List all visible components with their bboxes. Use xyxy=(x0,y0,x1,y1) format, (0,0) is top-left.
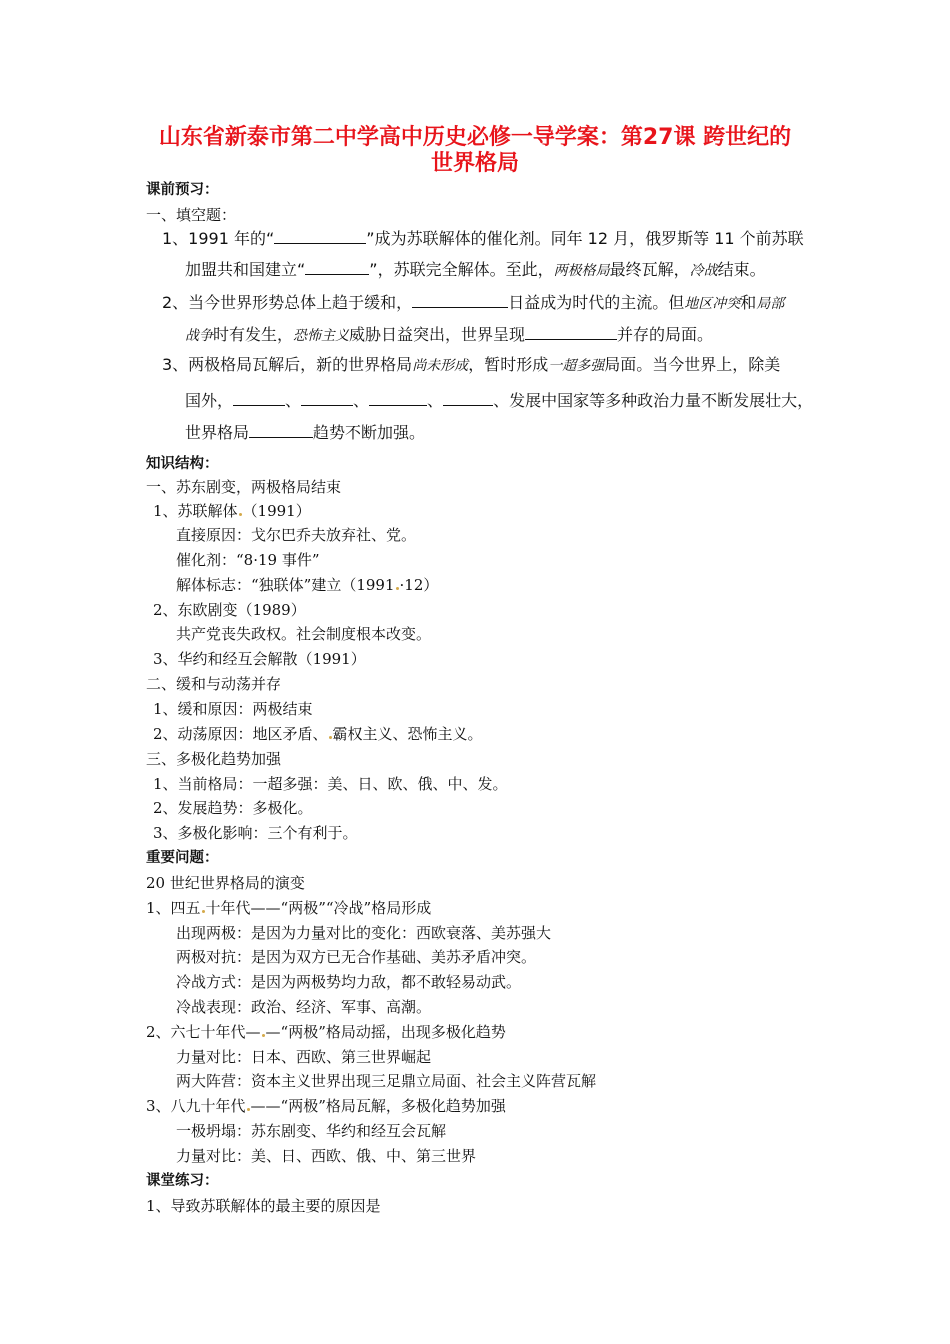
section-heading-structure: 知识结构： xyxy=(146,456,219,472)
answer-blank[interactable] xyxy=(412,290,508,308)
mark-dot xyxy=(247,1108,250,1111)
fill-question-3-line-3 xyxy=(185,420,425,444)
issues-detail: 两大阵营：资本主义世界出现三足鼎立局面、社会主义阵营瓦解 xyxy=(176,1072,597,1090)
fill-question-3-line-1 xyxy=(162,354,780,377)
q1-text-b: ”成为苏联解体的催化剂。同年 12 月，俄罗斯等 11 个前苏联 xyxy=(366,229,804,248)
outline-detail: 直接原因：戈尔巴乔夫放弃社、党。 xyxy=(176,526,417,544)
outline-item: 2、动荡原因：地区矛盾、 霸权主义、恐怖主义。 xyxy=(153,725,483,743)
q2-text-d: 和 xyxy=(740,293,757,312)
q2-text-j: 并存的局面。 xyxy=(617,325,714,344)
outline-item: 3、华约和经互会解散（1991） xyxy=(153,650,366,668)
outline-item: 2、东欧剧变（1989） xyxy=(153,601,306,619)
answer-blank[interactable] xyxy=(525,322,617,340)
answer-blank[interactable] xyxy=(233,388,285,406)
document-title-line-1: 山东省新泰市第二中学高中历史必修一导学案：第27课 跨世纪的 xyxy=(158,125,792,150)
fill-question-2-line-1 xyxy=(162,290,784,315)
fill-question-1-line-2 xyxy=(185,257,766,282)
issues-detail: 力量对比：日本、西欧、第三世界崛起 xyxy=(176,1048,432,1066)
outline-heading: 一、苏东剧变，两极格局结束 xyxy=(146,478,342,496)
q1-text-d: ”，苏联完全解体。至此， xyxy=(369,260,554,279)
outline-item: 1、当前格局：一超多强：美、日、欧、俄、中、发。 xyxy=(153,775,508,793)
q2-text-g: 时有发生， xyxy=(213,325,294,344)
handwritten-answer: 地区冲突 xyxy=(684,296,741,312)
outline-item: 2、发展趋势：多极化。 xyxy=(153,799,313,817)
practice-question-1: 1、导致苏联解体的最主要的原因是 xyxy=(146,1197,381,1215)
section-heading-practice: 课堂练习： xyxy=(146,1173,219,1189)
outline-detail: 解体标志：“独联体”建立（1991 ·12） xyxy=(176,576,439,594)
mark-dot xyxy=(202,910,205,913)
handwritten-answer: 局部 xyxy=(756,296,785,312)
issues-topic: 20 世纪世界格局的演变 xyxy=(146,874,305,892)
handwritten-answer: 冷战 xyxy=(689,263,718,279)
document-title-line-2: 世界格局 xyxy=(430,151,519,176)
issues-item: 2、六七十年代— —“两极”格局动摇，出现多极化趋势 xyxy=(146,1023,506,1041)
issues-detail: 一极坍塌：苏东剧变、华约和经互会瓦解 xyxy=(176,1122,447,1140)
fill-question-2-line-2 xyxy=(185,322,713,347)
q3-text-h: 世界格局 xyxy=(185,423,250,442)
answer-blank[interactable] xyxy=(305,257,369,275)
outline-detail: 共产党丧失政权。社会制度根本改变。 xyxy=(176,625,432,643)
answer-blank[interactable] xyxy=(301,388,353,406)
fill-question-1-line-1 xyxy=(162,226,804,250)
mark-dot xyxy=(239,513,242,516)
handwritten-answer: 两极格局 xyxy=(553,263,610,279)
section-heading-issues: 重要问题： xyxy=(146,850,219,866)
issues-detail: 两极对抗：是因为双方已无合作基础、美苏矛盾冲突。 xyxy=(176,948,537,966)
q2-text-i: 威胁日益突出，世界呈现 xyxy=(349,325,526,344)
q3-text-f: 国外， xyxy=(185,391,234,410)
issues-detail: 出现两极：是因为力量对比的变化：西欧衰落、美苏强大 xyxy=(176,924,552,942)
handwritten-answer: 战争 xyxy=(185,328,213,344)
q1-text-f: 最终瓦解， xyxy=(609,260,690,279)
handwritten-answer: 尚未形成 xyxy=(412,358,469,374)
answer-blank[interactable] xyxy=(274,226,366,244)
q3-text-c: ，暂时形成 xyxy=(468,355,549,374)
q3-text-e: 局面。当今世界上，除美 xyxy=(604,355,781,374)
separator: 、 xyxy=(285,391,302,410)
handwritten-answer: 恐怖主义 xyxy=(293,328,350,344)
issues-detail: 冷战方式：是因为两极势均力敌，都不敢轻易动武。 xyxy=(176,973,522,991)
q1-text-a: 1、1991 年的“ xyxy=(162,229,275,248)
outline-item: 3、多极化影响：三个有利于。 xyxy=(153,824,358,842)
section-heading-preview: 课前预习： xyxy=(146,182,219,198)
separator: 、 xyxy=(427,391,444,410)
mark-dot xyxy=(262,1034,265,1037)
q1-text-h: 结束。 xyxy=(717,260,766,279)
subheading-fill-blank: 一、填空题： xyxy=(146,206,237,224)
outline-detail: 催化剂：“8·19 事件” xyxy=(176,551,320,569)
q2-text-a: 2、当今世界形势总体上趋于缓和， xyxy=(162,293,413,312)
issues-item: 1、四五 十年代——“两极”“冷战”格局形成 xyxy=(146,899,432,917)
issues-detail: 冷战表现：政治、经济、军事、高潮。 xyxy=(176,998,432,1016)
outline-heading: 二、缓和与动荡并存 xyxy=(146,675,282,693)
answer-blank[interactable] xyxy=(249,420,313,438)
answer-blank[interactable] xyxy=(369,388,427,406)
q3-text-a: 3、两极格局瓦解后，新的世界格局 xyxy=(162,355,413,374)
answer-blank[interactable] xyxy=(443,388,493,406)
mark-dot xyxy=(329,736,332,739)
separator: 、 xyxy=(353,391,370,410)
outline-item: 1、苏联解体 （1991） xyxy=(153,502,311,520)
q3-text-i: 趋势不断加强。 xyxy=(313,423,426,442)
mark-dot xyxy=(396,587,399,590)
issues-item: 3、八九十年代 ——“两极”格局瓦解，多极化趋势加强 xyxy=(146,1097,506,1115)
q1-text-c: 加盟共和国建立“ xyxy=(185,260,306,279)
q2-text-b: 日益成为时代的主流。但 xyxy=(508,293,685,312)
q3-text-g: 、发展中国家等多种政治力量不断发展壮大， xyxy=(493,391,814,410)
outline-heading: 三、多极化趋势加强 xyxy=(146,750,282,768)
fill-question-3-line-2 xyxy=(185,388,813,412)
outline-item: 1、缓和原因：两极结束 xyxy=(153,700,313,718)
handwritten-answer: 一超多强 xyxy=(548,358,605,374)
issues-detail: 力量对比：美、日、西欧、俄、中、第三世界 xyxy=(176,1147,477,1165)
